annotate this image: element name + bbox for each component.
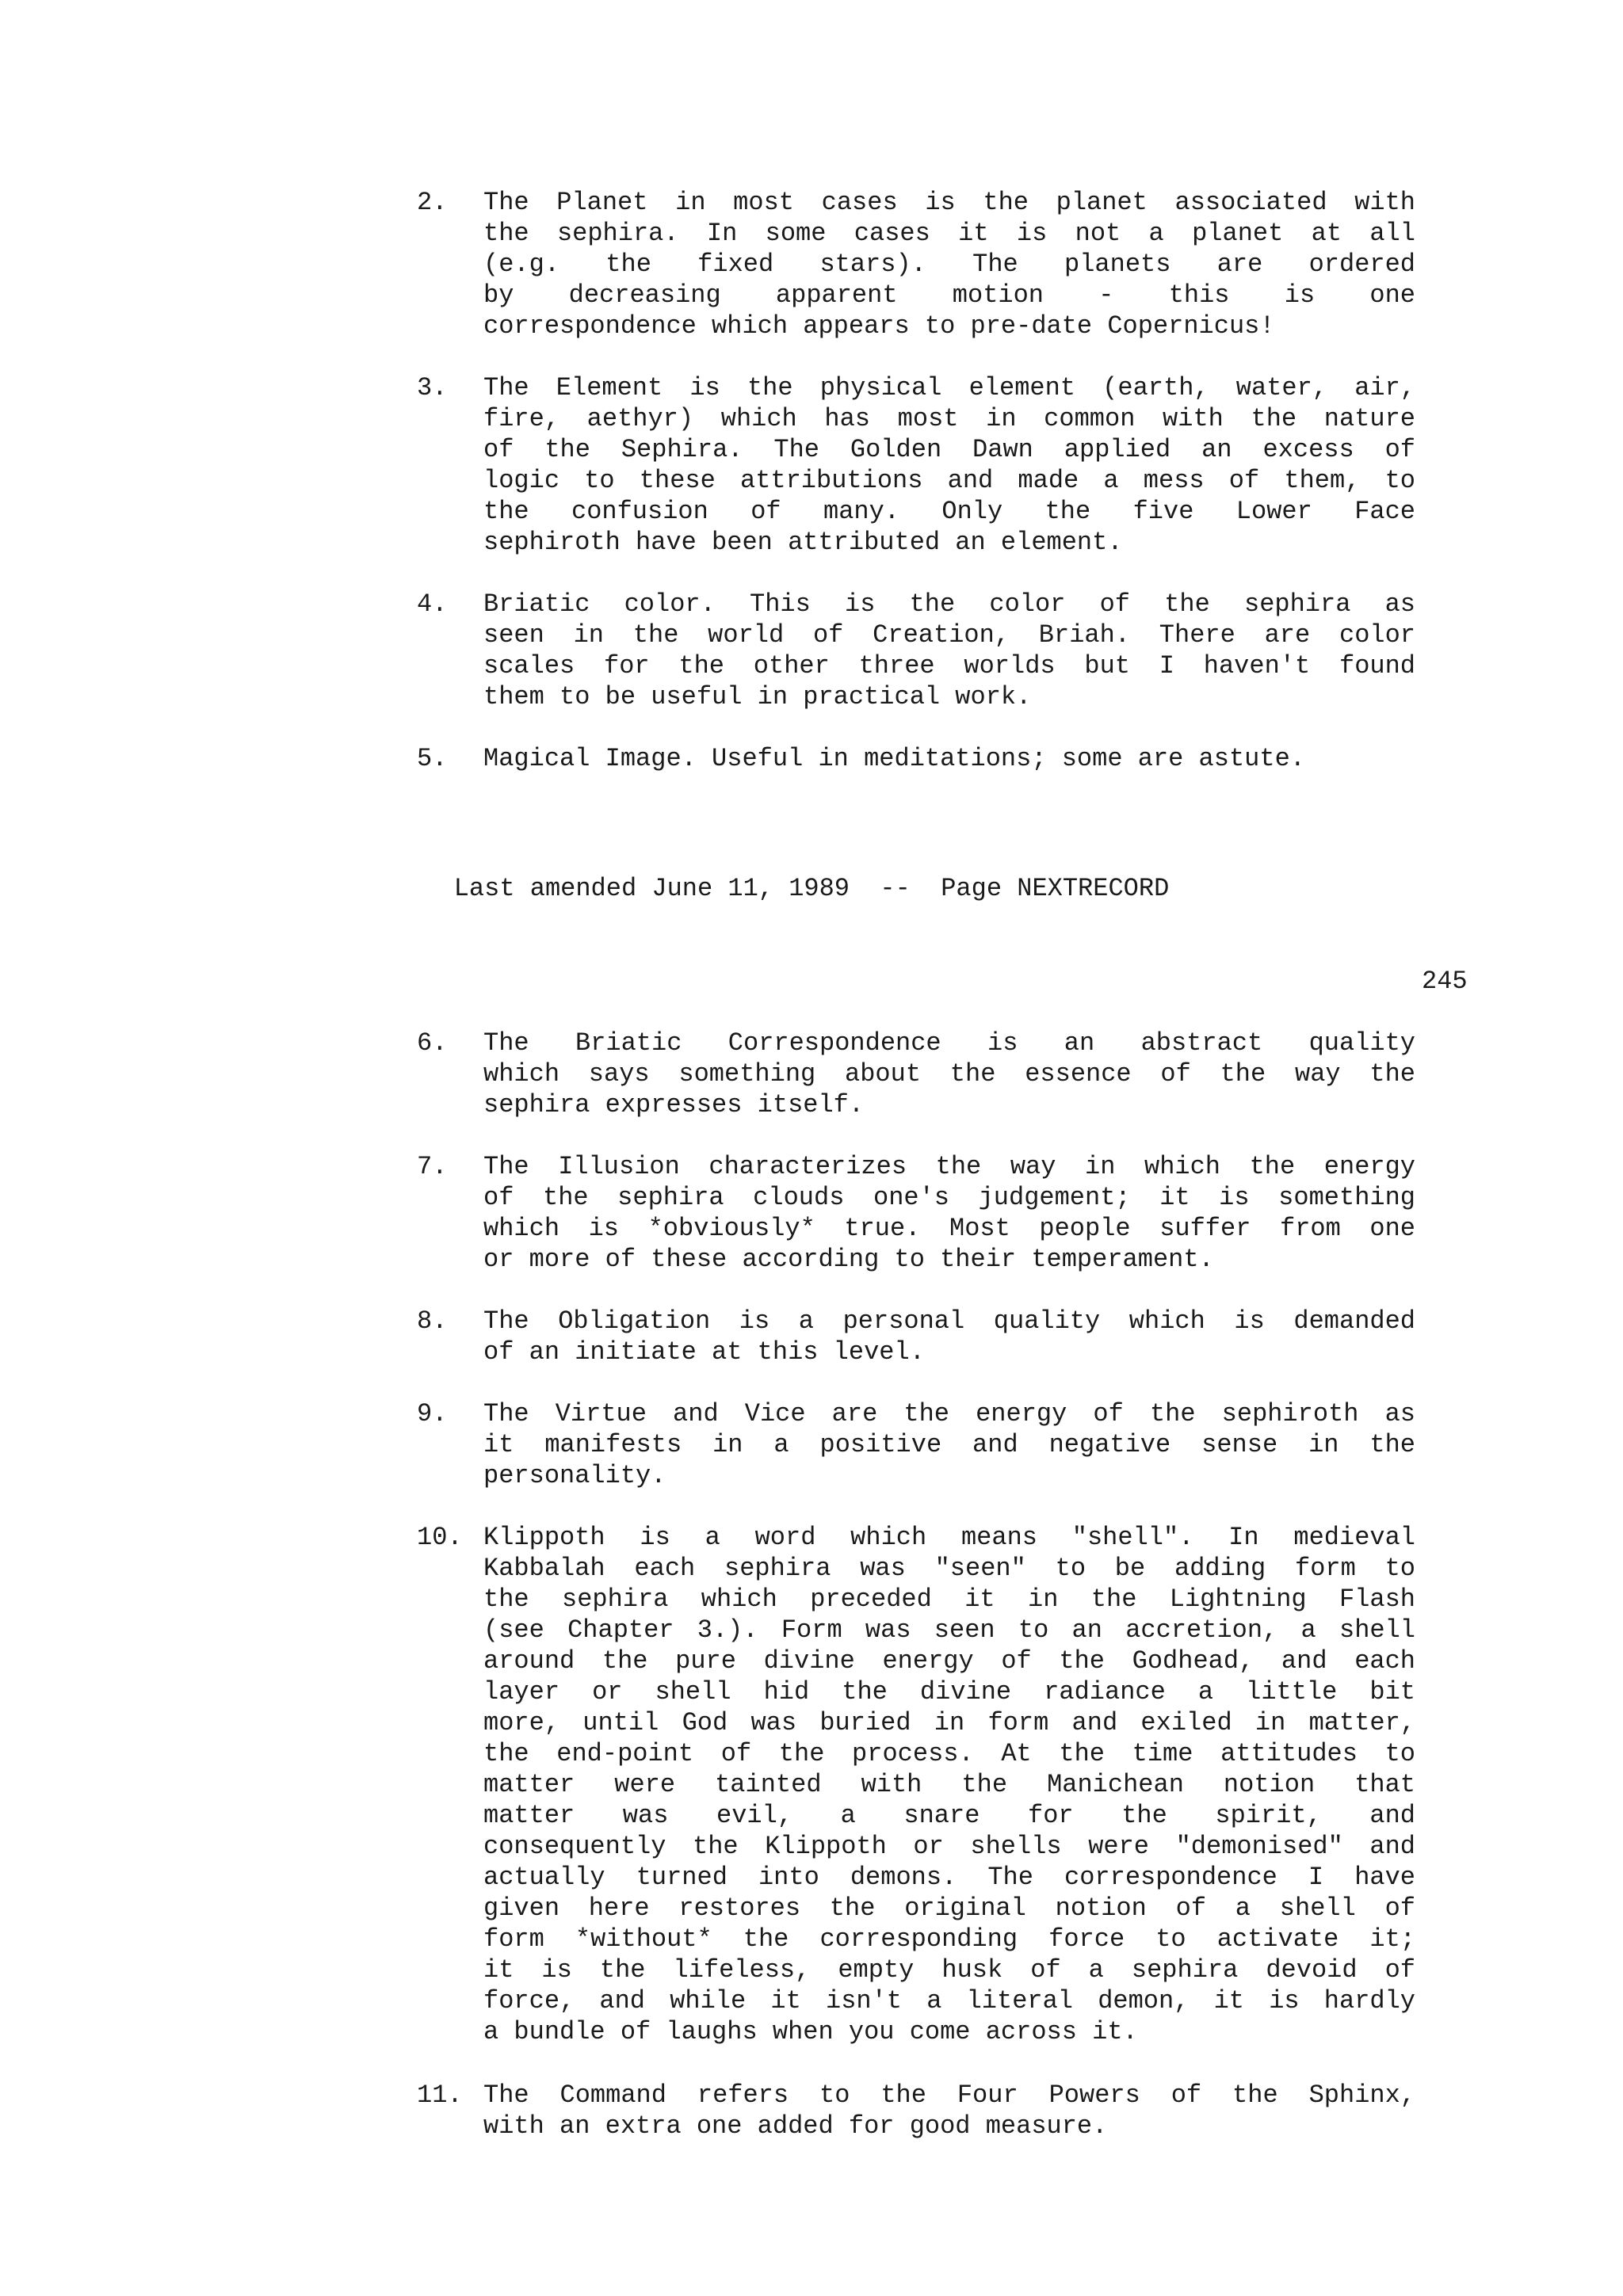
text-line: The Element is the physical element (earth, water, air,	[483, 373, 1415, 402]
text-line: The Command refers to the Four Powers of the Sphinx,	[483, 2081, 1415, 2110]
item-text	[483, 589, 1415, 712]
text-line: seen in the world of Creation, Briah. There are color	[483, 620, 1415, 650]
text-line: Kabbalah each sephira was "seen" to be adding form to	[483, 1554, 1415, 1583]
item-text	[483, 2080, 1415, 2142]
item-number: 6.	[417, 1028, 448, 1058]
text-line: by decreasing apparent motion - this is one	[483, 280, 1415, 310]
item-text	[483, 1151, 1415, 1275]
item-number: 9.	[417, 1399, 448, 1428]
text-line: actually turned into demons. The correspondence I have	[483, 1863, 1415, 1892]
text-line: the sephira. In some cases it is not a planet at all	[483, 219, 1415, 248]
text-line: of the Sephira. The Golden Dawn applied an excess of	[483, 435, 1415, 464]
text-line: Magical Image. Useful in meditations; some are astute.	[483, 744, 1305, 773]
text-line: with an extra one added for good measure.	[483, 2111, 1108, 2141]
item-number: 11.	[417, 2081, 463, 2110]
text-line: force, and while it isn't a literal demon, it is hardly	[483, 1986, 1415, 2016]
item-text	[483, 187, 1415, 341]
text-line: The Obligation is a personal quality which is demanded	[483, 1306, 1415, 1336]
text-line: Briatic color. This is the color of the sephira as	[483, 589, 1415, 619]
text-line: fire, aethyr) which has most in common with the nature	[483, 404, 1415, 433]
text-line: (e.g. the fixed stars). The planets are ordered	[483, 250, 1415, 279]
text-line: layer or shell hid the divine radiance a little bit	[483, 1677, 1415, 1707]
text-line: of the sephira clouds one's judgement; it is something	[483, 1183, 1415, 1212]
text-line: or more of these according to their temperament.	[483, 1245, 1214, 1274]
text-line: The Illusion characterizes the way in which the energy	[483, 1152, 1415, 1181]
text-line: matter were tainted with the Manichean notion that	[483, 1770, 1415, 1799]
text-line: form *without* the corresponding force to activate it;	[483, 1924, 1415, 1954]
text-line: consequently the Klippoth or shells were "demonised" and	[483, 1832, 1415, 1861]
page-footer: Last amended June 11, 1989 -- Page NEXTRECORD	[453, 874, 1170, 903]
item-number: 2.	[417, 188, 448, 217]
text-line: The Briatic Correspondence is an abstract quality	[483, 1028, 1415, 1058]
item-number: 8.	[417, 1306, 448, 1336]
text-line: which is *obviously* true. Most people suffer from one	[483, 1214, 1415, 1243]
item-number: 3.	[417, 373, 448, 402]
text-line: The Planet in most cases is the planet associated with	[483, 188, 1415, 217]
item-number: 4.	[417, 589, 448, 619]
text-line: the end-point of the process. At the time attitudes to	[483, 1739, 1415, 1768]
text-line: sephiroth have been attributed an element.	[483, 528, 1123, 557]
text-line: which says something about the essence of the way the	[483, 1059, 1415, 1089]
text-line: it is the lifeless, empty husk of a sephira devoid of	[483, 1955, 1415, 1985]
text-line: correspondence which appears to pre-date Copernicus!	[483, 311, 1275, 341]
text-line: Klippoth is a word which means "shell". In medieval	[483, 1523, 1415, 1552]
item-number: 5.	[417, 744, 448, 773]
text-line: it manifests in a positive and negative sense in the	[483, 1430, 1415, 1459]
text-line: a bundle of laughs when you come across it.	[483, 2017, 1138, 2046]
text-line: (see Chapter 3.). Form was seen to an accretion, a shell	[483, 1615, 1415, 1645]
page-number: 245	[1422, 967, 1468, 996]
item-text	[483, 1306, 1415, 1367]
item-number: 7.	[417, 1152, 448, 1181]
text-line: of an initiate at this level.	[483, 1337, 925, 1367]
item-text	[483, 1522, 1415, 2047]
text-line: more, until God was buried in form and exiled in matter,	[483, 1708, 1415, 1737]
text-line: the confusion of many. Only the five Lower Face	[483, 497, 1415, 526]
item-text	[483, 1028, 1415, 1120]
text-line: scales for the other three worlds but I haven't found	[483, 651, 1415, 681]
text-line: The Virtue and Vice are the energy of the sephiroth as	[483, 1399, 1415, 1428]
item-text	[483, 1398, 1415, 1491]
text-line: given here restores the original notion of a shell of	[483, 1894, 1415, 1923]
item-text	[483, 372, 1415, 558]
text-line: the sephira which preceded it in the Lightning Flash	[483, 1585, 1415, 1614]
item-number: 10.	[417, 1523, 463, 1552]
item-text	[483, 743, 1415, 774]
text-line: matter was evil, a snare for the spirit, and	[483, 1801, 1415, 1830]
text-line: logic to these attributions and made a mess of them, to	[483, 466, 1415, 495]
text-line: them to be useful in practical work.	[483, 682, 1032, 711]
text-line: around the pure divine energy of the Godhead, and each	[483, 1646, 1415, 1676]
text-line: personality.	[483, 1461, 666, 1490]
text-line: sephira expresses itself.	[483, 1090, 865, 1119]
